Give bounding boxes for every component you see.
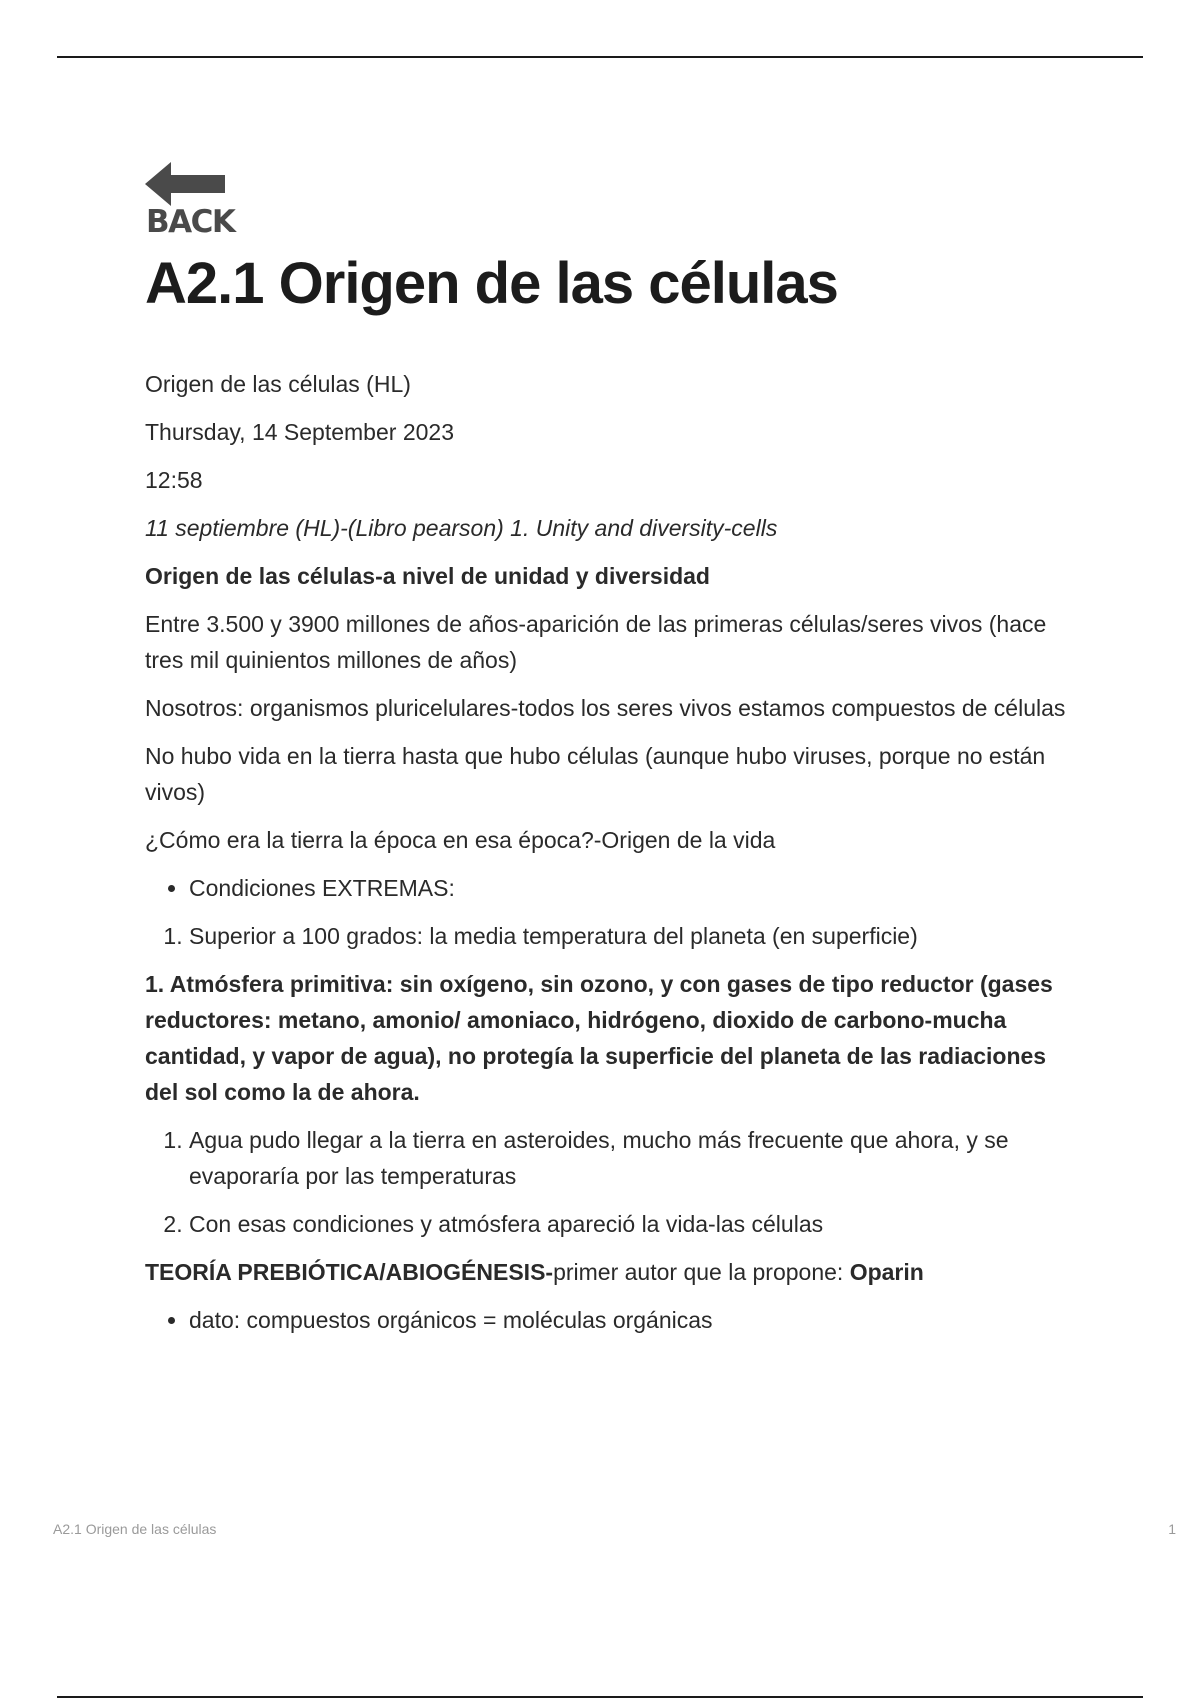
list-item: 1. Agua pudo llegar a la tierra en asteroides, mucho más frecuente que ahora, y se evaporaría por las temperaturas — [189, 1122, 1085, 1194]
list-item: • Condiciones EXTREMAS: — [189, 870, 1085, 906]
atmosphere-paragraph: 1. Atmósfera primitiva: sin oxígeno, sin ozono, y con gases de tipo reductor (gases reductores: metano, amonio/ amoniaco, hidrógeno, dioxido de carbono-mucha cantidad, y vapor de agua), no protegía la superficie del planeta de las radiaciones del sol como la de ahora. — [145, 971, 1053, 1105]
numbered-list-2 — [145, 1122, 1085, 1242]
back-arrow-icon — [145, 160, 227, 208]
back-label: BACK — [146, 204, 235, 240]
footer-doc-title: A2.1 Origen de las células — [53, 1521, 217, 1537]
page-content — [145, 160, 1085, 1350]
theory-label: TEORÍA PREBIÓTICA/ABIOGÉNESIS- — [145, 1259, 554, 1285]
paragraph-3: No hubo vida en la tierra hasta que hubo células (aunque hubo viruses, porque no están vivos) — [145, 743, 1046, 805]
numbered-list-1 — [145, 918, 1085, 954]
bottom-divider — [57, 1696, 1143, 1698]
section-heading: Origen de las células-a nivel de unidad y diversidad — [145, 563, 710, 589]
bullet-list-1 — [145, 870, 1085, 906]
source-note: 11 septiembre (HL)-(Libro pearson) 1. Unity and diversity-cells — [145, 515, 778, 541]
list-item: 1. Superior a 100 grados: la media temperatura del planeta (en superficie) — [189, 918, 1085, 954]
note-time: 12:58 — [145, 467, 203, 493]
note-subtitle: Origen de las células (HL) — [145, 371, 411, 397]
paragraph-4: ¿Cómo era la tierra la época en esa época?-Origen de la vida — [145, 827, 776, 853]
list-item: • dato: compuestos orgánicos = moléculas orgánicas — [189, 1302, 1085, 1338]
theory-author: Oparin — [849, 1259, 924, 1285]
footer-page-number: 1 — [1168, 1521, 1176, 1537]
note-date: Thursday, 14 September 2023 — [145, 419, 454, 445]
top-divider — [57, 56, 1143, 58]
theory-paragraph — [145, 1254, 1085, 1290]
theory-text: primer autor que la propone: — [553, 1259, 850, 1285]
note-body — [145, 366, 1085, 1338]
bullet-list-2 — [145, 1302, 1085, 1338]
page-title: A2.1 Origen de las células — [145, 251, 838, 316]
paragraph-1: Entre 3.500 y 3900 millones de años-aparición de las primeras células/seres vivos (hace tres mil quinientos millones de años) — [145, 611, 1047, 673]
back-button[interactable] — [145, 160, 241, 240]
list-item: 2. Con esas condiciones y atmósfera apareció la vida-las células — [189, 1206, 1085, 1242]
paragraph-2: Nosotros: organismos pluricelulares-todos los seres vivos estamos compuestos de células — [145, 695, 1066, 721]
